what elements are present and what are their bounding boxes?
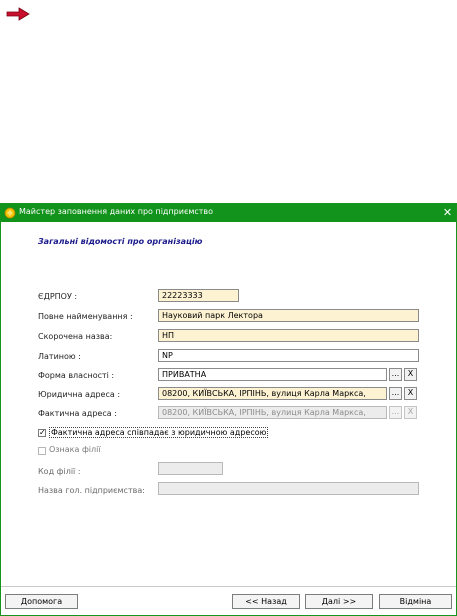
wizard-window: [0, 203, 457, 616]
actual-address-clear-button: X: [404, 406, 417, 419]
address-same-label[interactable]: Фактична адреса співпадає з юридичною адресою: [51, 428, 267, 437]
edrpou-label: ЄДРПОУ :: [38, 292, 78, 301]
app-icon: [4, 207, 16, 219]
branch-code-field: [158, 462, 223, 475]
short-name-field[interactable]: НП: [158, 329, 419, 342]
legal-address-browse-button[interactable]: ...: [389, 387, 402, 400]
actual-address-field: 08200, КИЇВСЬКА, ІРПІНЬ, вулиця Карла Маркса,: [158, 406, 387, 419]
edrpou-field[interactable]: 22223333: [158, 289, 239, 302]
close-icon[interactable]: ✕: [442, 206, 453, 219]
footer-separator: [1, 586, 456, 587]
actual-address-browse-button: ...: [389, 406, 402, 419]
window-title: Майстер заповнення даних про підприємство: [19, 207, 214, 216]
latin-name-field[interactable]: NP: [158, 349, 419, 362]
full-name-field[interactable]: Науковий парк Лектора: [158, 309, 419, 322]
branch-flag-label[interactable]: Ознака філії: [49, 445, 101, 454]
next-button[interactable]: Далі >>: [305, 594, 373, 609]
full-name-label: Повне найменування :: [38, 312, 133, 321]
legal-address-label: Юридична адреса :: [38, 390, 121, 399]
latin-name-label: Латиною :: [38, 352, 81, 361]
parent-name-field: [158, 482, 419, 495]
ownership-browse-button[interactable]: ...: [389, 368, 402, 381]
help-button[interactable]: Допомога: [5, 594, 78, 609]
short-name-label: Скорочена назва:: [38, 332, 113, 341]
legal-address-field: 08200, КИЇВСЬКА, ІРПІНЬ, вулиця Карла Маркса,: [158, 387, 387, 400]
parent-name-label: Назва гол. підприємства:: [38, 486, 145, 495]
branch-code-label: Код філії :: [38, 467, 81, 476]
cancel-button[interactable]: Відміна: [379, 594, 452, 609]
address-same-checkbox[interactable]: ✓: [39, 428, 46, 437]
branch-flag-checkbox[interactable]: [38, 447, 46, 455]
ownership-field: ПРИВАТНА: [158, 368, 387, 381]
title-bar: [1, 204, 456, 222]
red-arrow-icon: [6, 7, 30, 21]
ownership-label: Форма власності :: [38, 371, 115, 380]
ownership-clear-button[interactable]: X: [404, 368, 417, 381]
section-title: Загальні відомості про організацію: [38, 237, 203, 246]
back-button[interactable]: << Назад: [232, 594, 300, 609]
actual-address-label: Фактична адреса :: [38, 409, 117, 418]
legal-address-clear-button[interactable]: X: [404, 387, 417, 400]
